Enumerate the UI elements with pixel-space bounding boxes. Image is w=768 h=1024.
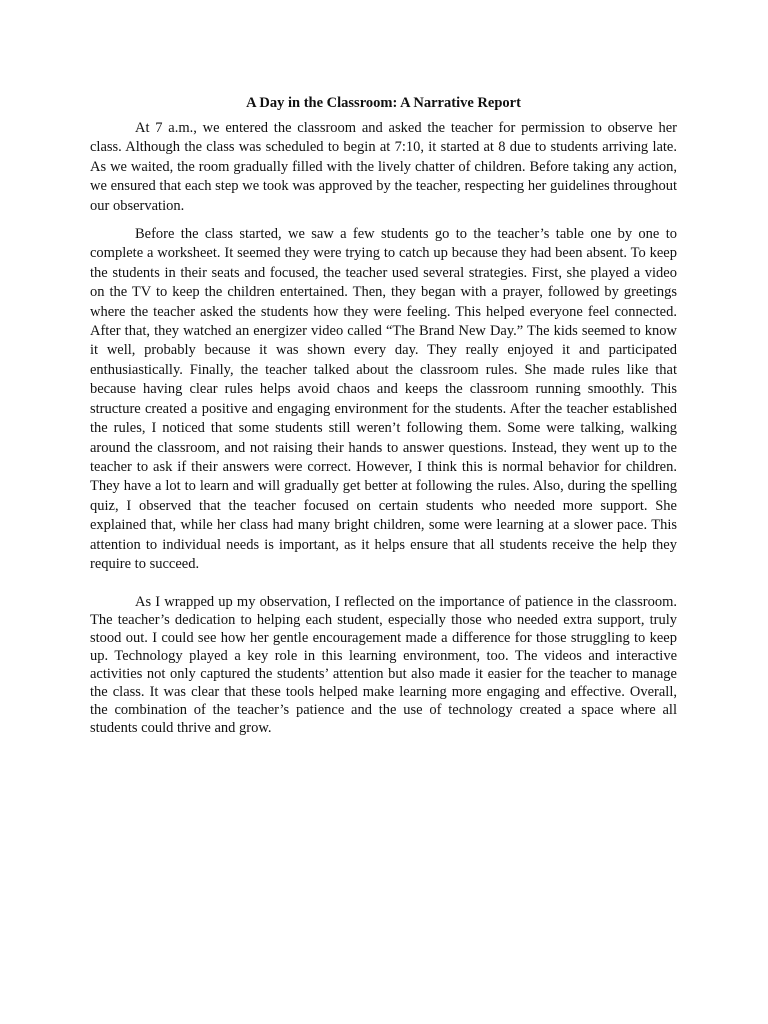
document-title: A Day in the Classroom: A Narrative Report — [246, 95, 521, 111]
document-page — [90, 94, 677, 737]
paragraph-3: As I wrapped up my observation, I reflected on the importance of patience in the classroom. The teacher’s dedication to helping each student, especially those who needed extra support, truly stood out. I could see how her gentle encouragement made a difference for those struggling to keep up. Technology played a key role in this learning environment, too. The videos and interactive activities not only captured the students’ attention but also made it easier for the teacher to manage the class. It was clear that these tools helped make learning more engaging and effective. Overall, the combination of the teacher’s patience and the use of technology created a space where all students could thrive and grow. — [90, 594, 677, 737]
paragraph-2: Before the class started, we saw a few students go to the teacher’s table one by one to complete a worksheet. It seemed they were trying to catch up because they had been absent. To keep the students in their seats and focused, the teacher used several strategies. First, she played a video on the TV to keep the children entertained. Then, they began with a prayer, followed by greetings where the teacher asked the students how they were feeling. This helped everyone feel connected. After that, they watched an energizer video called “The Brand New Day.” The kids seemed to know it well, probably because it was shown every day. They really enjoyed it and participated enthusiastically. Finally, the teacher talked about the classroom rules. She made rules like that because having clear rules helps avoid chaos and keeps the classroom running smoothly. This structure created a positive and engaging environment for the students. After the teacher established the rules, I noticed that some students still weren’t following them. Some were talking, walking around the classroom, and not raising their hands to answer questions. Instead, they went up to the teacher to ask if their answers were correct. However, I think this is normal behavior for children. They have a lot to learn and will gradually get better at following the rules. Also, during the spelling quiz, I observed that the teacher focused on certain students who needed more support. She explained that, while her class had many bright children, some were learning at a slower pace. This attention to individual needs is important, as it helps ensure that all students receive the help they require to succeed. — [90, 226, 677, 572]
paragraph-1: At 7 a.m., we entered the classroom and asked the teacher for permission to observe her class. Although the class was scheduled to begin at 7:10, it started at 8 due to students arriving late. As we waited, the room gradually filled with the lively chatter of children. Before taking any action, we ensured that each step we took was approved by the teacher, respecting her guidelines throughout our observation. — [90, 120, 677, 214]
